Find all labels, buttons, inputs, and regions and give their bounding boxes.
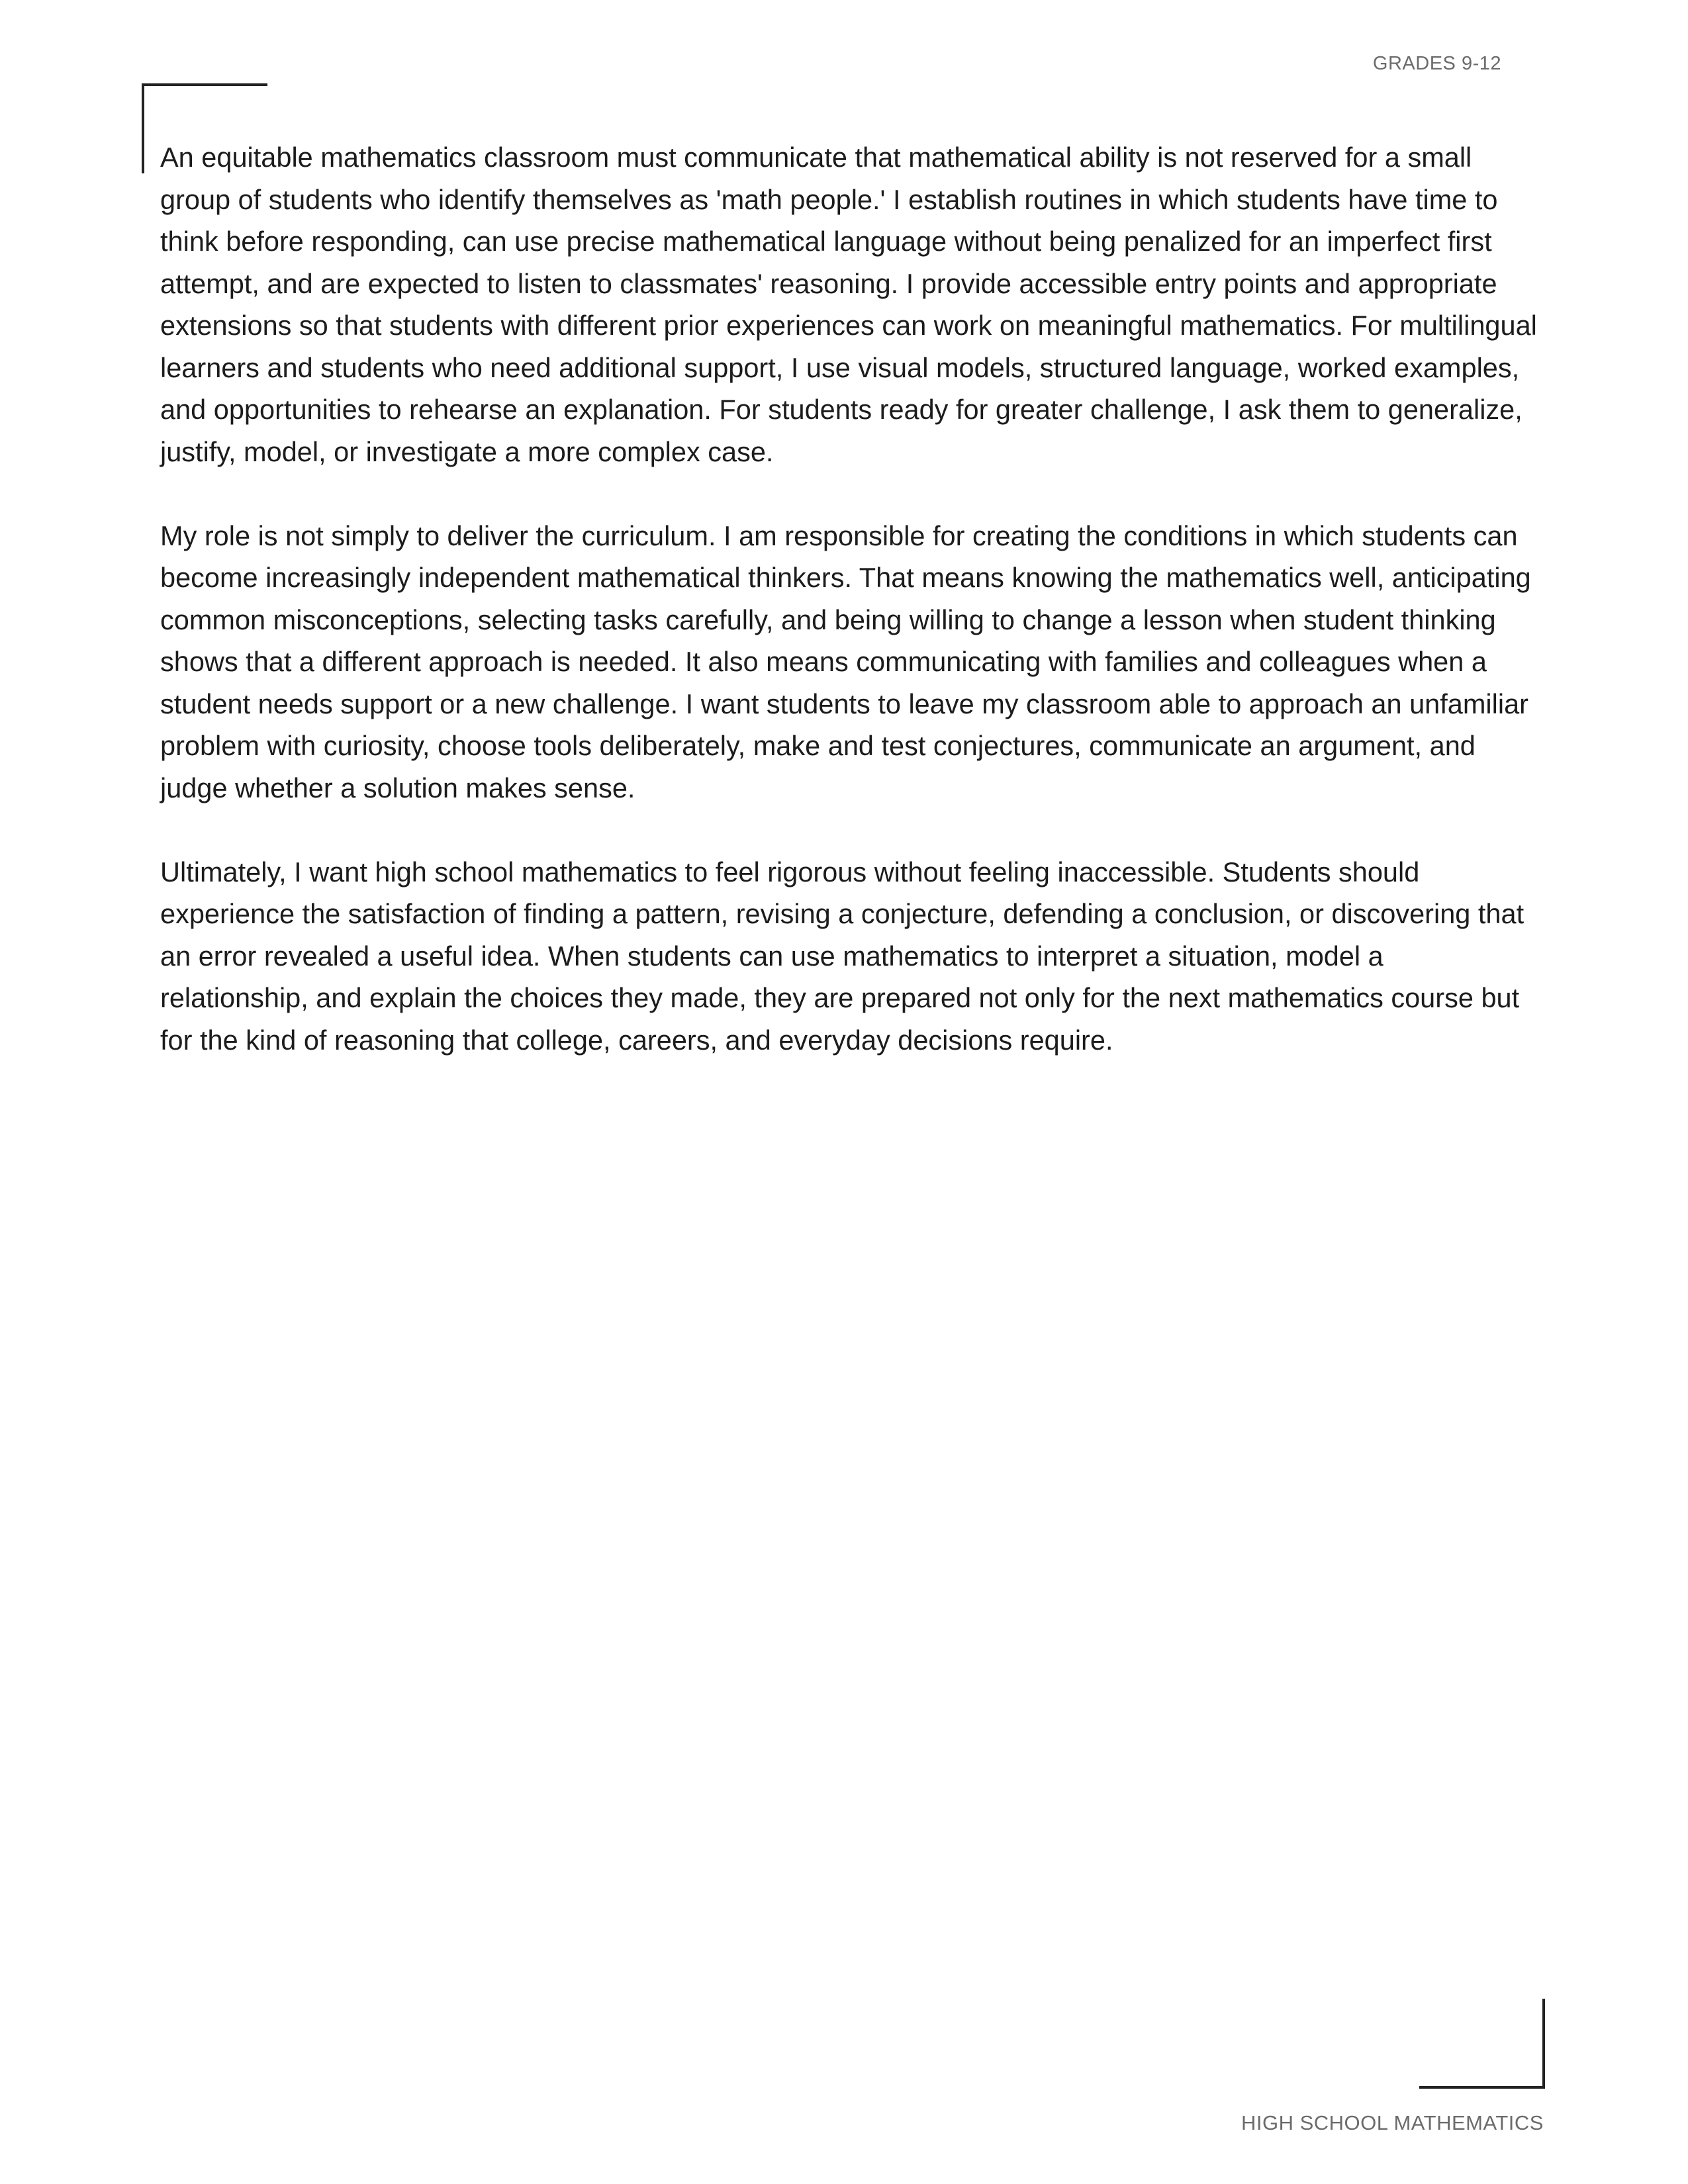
grade-level-label: GRADES 9-12 bbox=[1372, 53, 1501, 74]
statement-body bbox=[160, 136, 1537, 1103]
paragraph-teacher-role: My role is not simply to deliver the curriculum. I am responsible for creating the conditions in which students can become increasingly independent mathematical thinkers. That means knowing the mathematics well, anticipating common misconceptions, selecting tasks carefully, and being willing to change a lesson when student thinking shows that a different approach is needed. It also means communicating with families and colleagues when a student needs support or a new challenge. I want students to leave my classroom able to approach an unfamiliar problem with curiosity, choose tools deliberately, make and test conjectures, communicate an argument, and judge whether a solution makes sense. bbox=[160, 520, 1531, 803]
paragraph-rigor-and-access: Ultimately, I want high school mathematics to feel rigorous without feeling inaccessible. Students should experience the satisfaction of finding a pattern, revising a conjecture, defending a conclusion, or discovering that an error revealed a useful idea. When students can use mathematics to interpret a situation, model a relationship, and explain the choices they made, they are prepared not only for the next mathematics course but for the kind of reasoning that college, careers, and everyday decisions require. bbox=[160, 856, 1524, 1056]
top-left-corner-mark-vertical bbox=[142, 83, 144, 173]
top-left-corner-mark-horizontal bbox=[142, 83, 267, 86]
bottom-right-corner-mark-vertical bbox=[1542, 1999, 1545, 2089]
bottom-right-corner-mark-horizontal bbox=[1419, 2086, 1545, 2089]
paragraph-equitable-classroom: An equitable mathematics classroom must communicate that mathematical ability is not reserved for a small group of students who identify themselves as 'math people.' I establish routines in which students have time to think before responding, can use precise mathematical language without being penalized for an imperfect first attempt, and are expected to listen to classmates' reasoning. I provide accessible entry points and appropriate extensions so that students with different prior experiences can work on meaningful mathematics. For multilingual learners and students who need additional support, I use visual models, structured language, worked examples, and opportunities to rehearse an explanation. For students ready for greater challenge, I ask them to generalize, justify, model, or investigate a more complex case. bbox=[160, 142, 1537, 467]
subject-footer-label: HIGH SCHOOL MATHEMATICS bbox=[1241, 2111, 1544, 2134]
